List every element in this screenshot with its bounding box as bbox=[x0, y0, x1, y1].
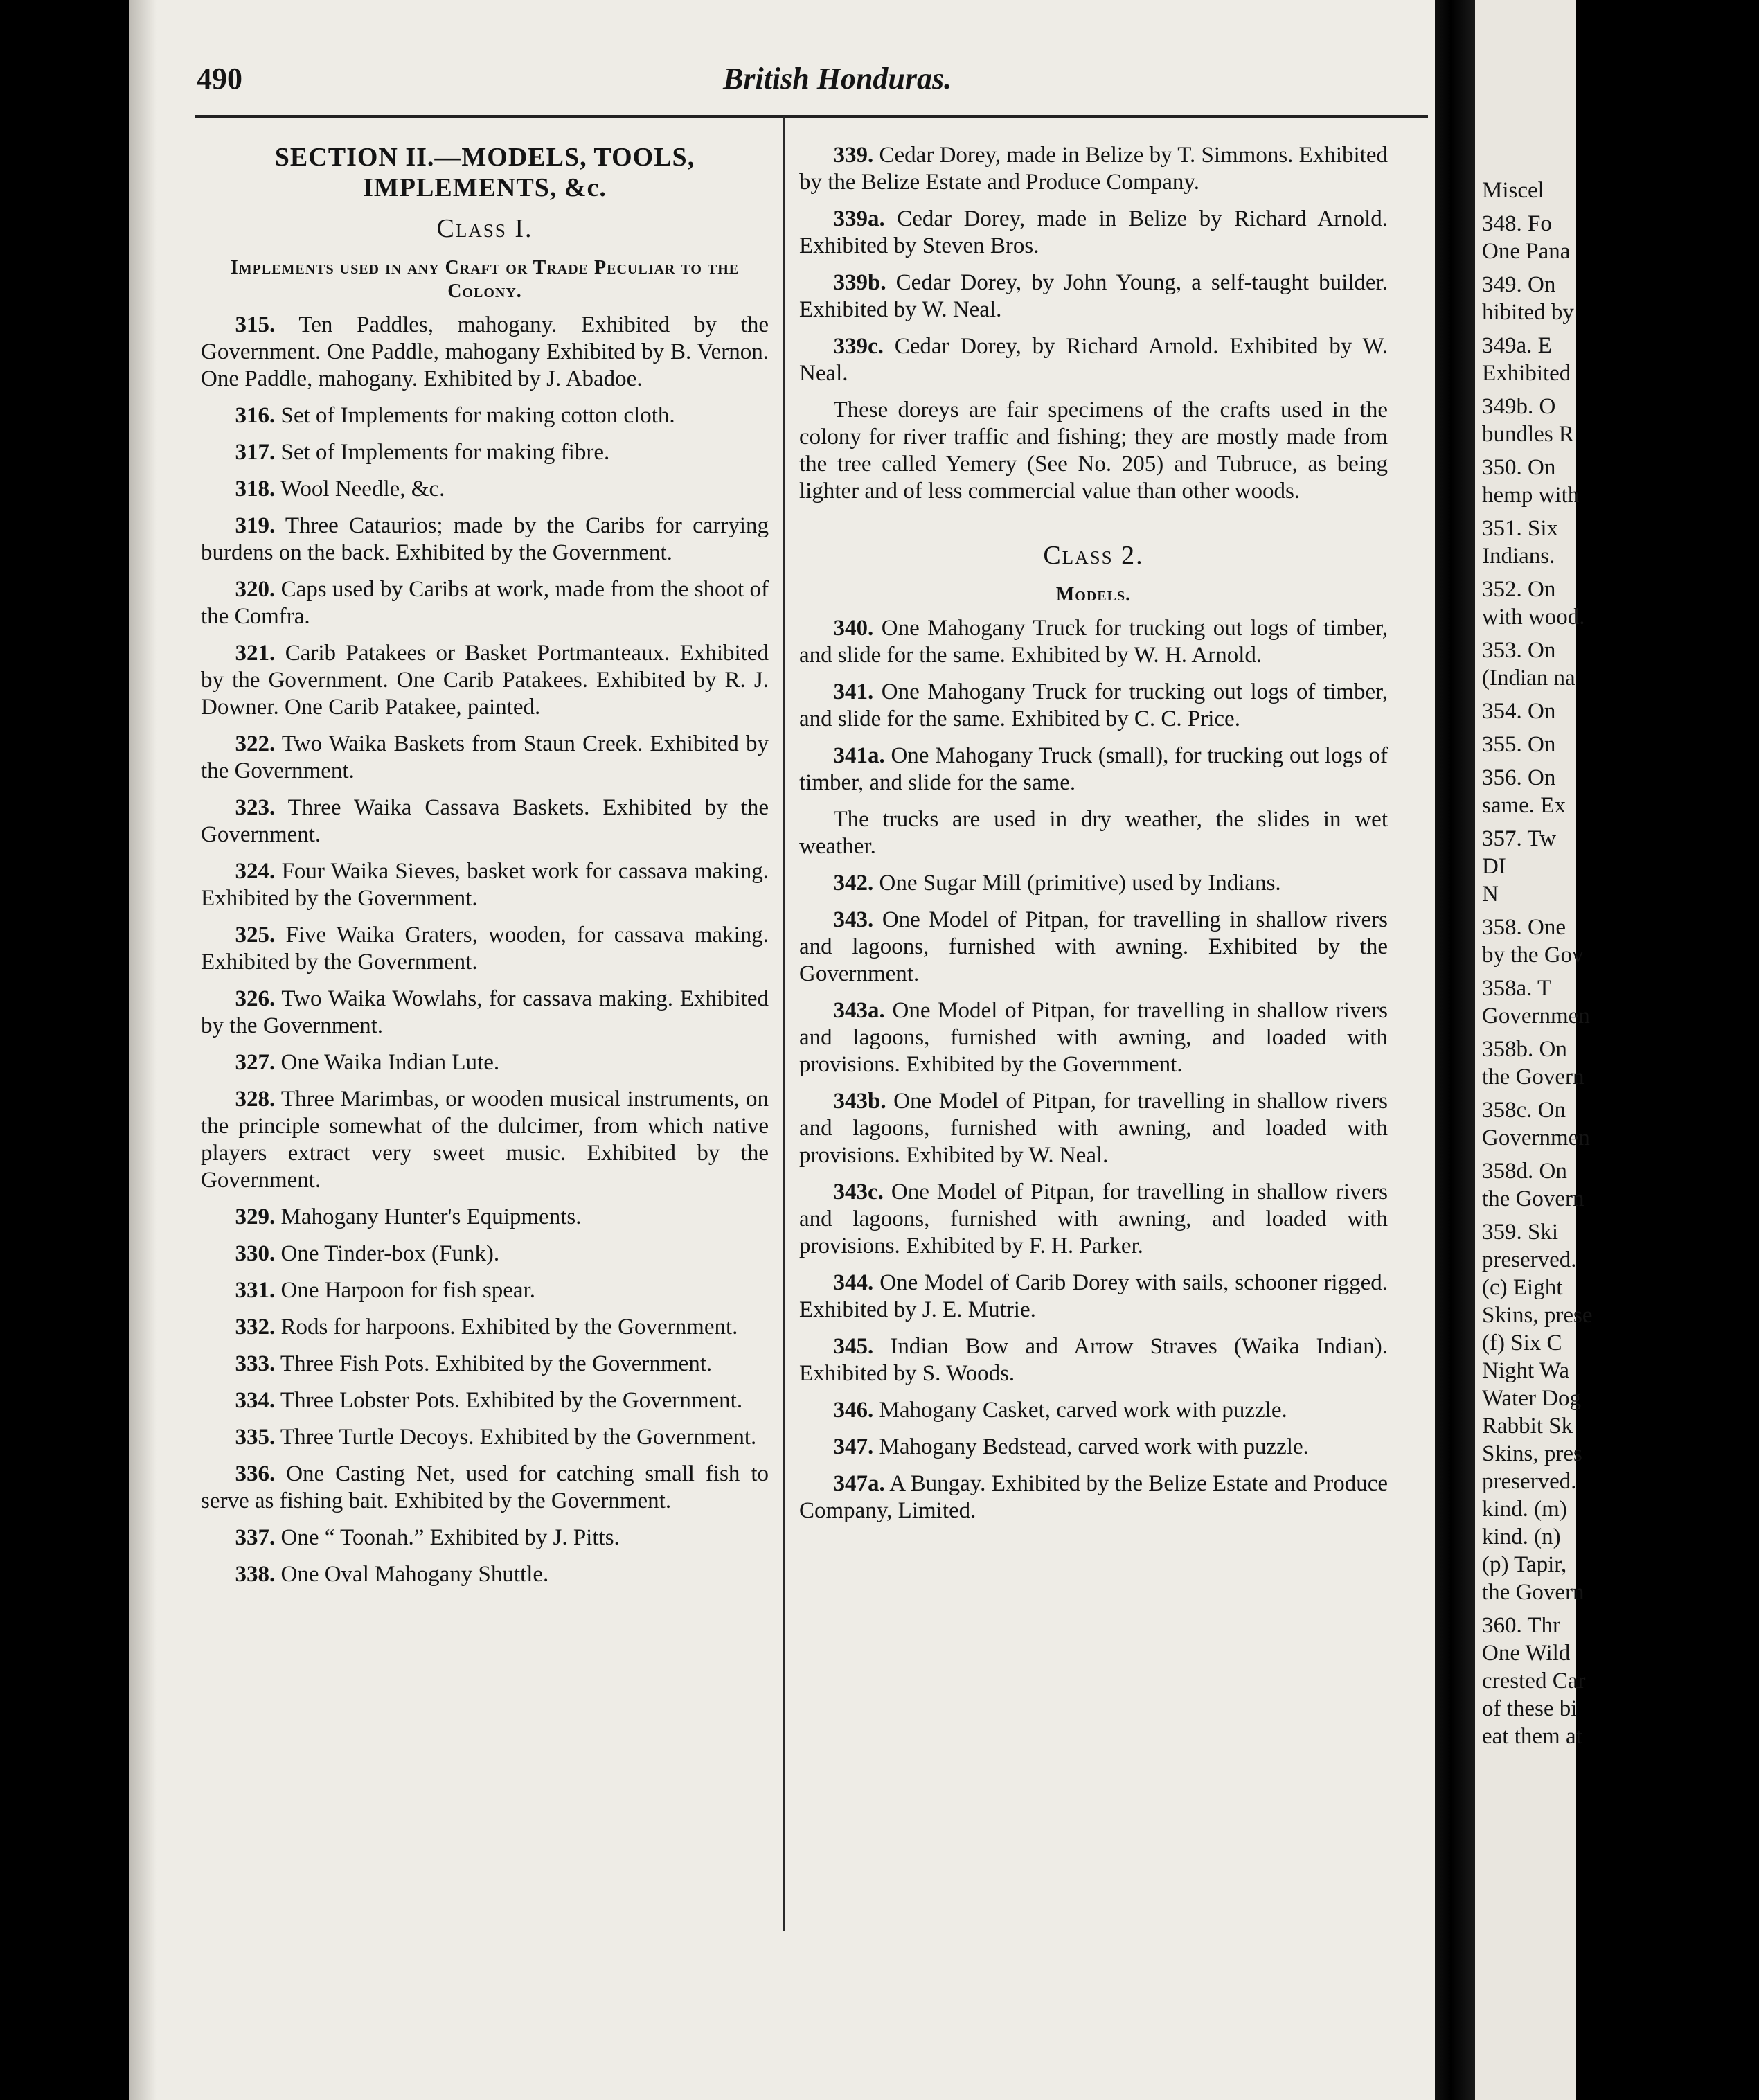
entry-number: 335. bbox=[235, 1425, 276, 1450]
facing-page-fragment: with wood. bbox=[1482, 605, 1585, 630]
entry-number: 342. bbox=[833, 871, 874, 896]
entry-text: Three Fish Pots. Exhibited by the Government. bbox=[280, 1351, 713, 1376]
entry-text: One Model of Pitpan, for travelling in shallow rivers and lagoons, furnished with awning, and loaded with provisions. Exhibited by W. Neal. bbox=[799, 1089, 1388, 1168]
facing-page-fragment: (Indian na bbox=[1482, 666, 1575, 691]
entry-text: Indian Bow and Arrow Straves (Waika Indian). Exhibited by S. Woods. bbox=[799, 1334, 1388, 1386]
entry-text: Wool Needle, &c. bbox=[280, 477, 445, 501]
entry-text: Caps used by Caribs at work, made from the shoot of the Comfra. bbox=[201, 577, 769, 629]
list-item bbox=[201, 1277, 769, 1304]
list-item bbox=[201, 1240, 769, 1267]
entry-number: 343a. bbox=[833, 998, 885, 1023]
list-item bbox=[201, 858, 769, 912]
entry-number: 315. bbox=[235, 312, 276, 337]
list-item bbox=[201, 1049, 769, 1076]
entry-list bbox=[201, 312, 769, 1588]
entry-text: Three Cataurios; made by the Caribs for carrying burdens on the back. Exhibited by the Government. bbox=[201, 513, 769, 565]
facing-page-fragment: Skins, pres bbox=[1482, 1441, 1582, 1466]
entry-number: 326. bbox=[235, 986, 276, 1011]
entry-number: 344. bbox=[833, 1270, 874, 1295]
facing-page-fragment: 350. On bbox=[1482, 455, 1556, 480]
class-subtitle: Implements used in any Craft or Trade Peculiar to the Colony. bbox=[230, 257, 740, 302]
entry-text: Three Turtle Decoys. Exhibited by the Government. bbox=[280, 1425, 757, 1450]
list-item bbox=[201, 640, 769, 721]
entry-number: 345. bbox=[833, 1334, 874, 1359]
entry-text: One Waika Indian Lute. bbox=[280, 1050, 500, 1075]
facing-page-fragment: the Govern bbox=[1482, 1186, 1584, 1211]
list-item bbox=[799, 1333, 1388, 1387]
list-item bbox=[201, 1461, 769, 1515]
entry-number: 328. bbox=[235, 1087, 276, 1112]
entry-number: 346. bbox=[833, 1398, 874, 1423]
entry-text: Mahogany Casket, carved work with puzzle. bbox=[879, 1398, 1287, 1423]
facing-page-fragment: Rabbit Sk bbox=[1482, 1414, 1573, 1439]
entry-number: 343. bbox=[833, 907, 874, 932]
list-item bbox=[799, 742, 1388, 797]
list-item bbox=[799, 907, 1388, 988]
entry-number: 339b. bbox=[833, 270, 886, 295]
facing-page-fragment: of these bi bbox=[1482, 1696, 1578, 1721]
list-item bbox=[201, 1424, 769, 1451]
header-rule bbox=[195, 115, 1428, 118]
facing-page-fragment: Governmen bbox=[1482, 1125, 1590, 1150]
facing-page-fragment: kind. (m) bbox=[1482, 1497, 1567, 1522]
list-item bbox=[201, 1524, 769, 1551]
class-subtitle: Models. bbox=[1055, 584, 1132, 605]
facing-page-fragment: 355. On bbox=[1482, 732, 1556, 757]
entry-number: 343b. bbox=[833, 1089, 886, 1114]
entry-number: 333. bbox=[235, 1351, 276, 1376]
entry-text: One Model of Pitpan, for travelling in shallow rivers and lagoons, furnished with awning, and loaded with provisions. Exhibited by F. H. Parker. bbox=[799, 1180, 1388, 1258]
list-item bbox=[799, 1397, 1388, 1424]
column-divider bbox=[783, 116, 785, 1931]
facing-page-fragment: Skins, prese bbox=[1482, 1303, 1593, 1328]
facing-page-fragment: the Govern bbox=[1482, 1580, 1584, 1605]
entry-text: One Tinder-box (Funk). bbox=[280, 1241, 500, 1266]
list-item bbox=[799, 269, 1388, 323]
facing-page-fragment: 358b. On bbox=[1482, 1037, 1567, 1062]
entry-text: Cedar Dorey, by Richard Arnold. Exhibited by W. Neal. bbox=[799, 334, 1388, 386]
list-item bbox=[201, 439, 769, 466]
list-item bbox=[201, 986, 769, 1040]
note: The trucks are used in dry weather, the slides in wet weather. bbox=[799, 807, 1388, 859]
entry-text: One Sugar Mill (primitive) used by Indians. bbox=[879, 871, 1281, 896]
page-header bbox=[197, 61, 1429, 103]
list-item bbox=[201, 513, 769, 567]
entry-text: One “ Toonah.” Exhibited by J. Pitts. bbox=[280, 1525, 620, 1550]
list-item bbox=[799, 333, 1388, 387]
entry-number: 323. bbox=[235, 795, 276, 820]
facing-page-fragment: 352. On bbox=[1482, 577, 1556, 602]
list-item bbox=[799, 615, 1388, 669]
facing-page-fragment: same. Ex bbox=[1482, 793, 1566, 818]
facing-page-fragment: 358a. T bbox=[1482, 976, 1552, 1001]
spine-shadow bbox=[129, 0, 157, 2100]
facing-page-fragment: (c) Eight bbox=[1482, 1275, 1563, 1300]
entry-text: Set of Implements for making fibre. bbox=[280, 440, 610, 465]
entry-text: One Model of Pitpan, for travelling in shallow rivers and lagoons, furnished with awning. Exhibited by the Government. bbox=[799, 907, 1388, 986]
entry-number: 316. bbox=[235, 403, 276, 428]
entry-number: 337. bbox=[235, 1525, 276, 1550]
facing-page-fragment: hemp with bbox=[1482, 483, 1580, 508]
entry-number: 334. bbox=[235, 1388, 276, 1413]
entry-text: Cedar Dorey, made in Belize by T. Simmons. Exhibited by the Belize Estate and Produce Company. bbox=[799, 143, 1388, 195]
entry-text: Two Waika Baskets from Staun Creek. Exhibited by the Government. bbox=[201, 731, 769, 783]
section-title: SECTION II.—MODELS, TOOLS, IMPLEMENTS, &c. bbox=[274, 143, 695, 202]
facing-page-fragment: 356. On bbox=[1482, 765, 1556, 790]
facing-page-fragment: 349. On bbox=[1482, 272, 1556, 297]
list-item bbox=[799, 1270, 1388, 1324]
facing-page-fragment: 358c. On bbox=[1482, 1098, 1566, 1123]
facing-page-fragment: 353. On bbox=[1482, 638, 1556, 663]
list-item bbox=[799, 1434, 1388, 1461]
list-item bbox=[201, 1561, 769, 1588]
facing-page-fragment: Indians. bbox=[1482, 544, 1555, 569]
entry-text: Carib Patakees or Basket Portmanteaux. Exhibited by the Government. One Carib Patakees. Exhibited by R. J. Downer. One Carib Patakee, painted. bbox=[201, 641, 769, 720]
facing-page-fragment: hibited by bbox=[1482, 300, 1574, 325]
entry-text: Cedar Dorey, made in Belize by Richard Arnold. Exhibited by Steven Bros. bbox=[799, 206, 1389, 258]
entry-text: Five Waika Graters, wooden, for cassava making. Exhibited by the Government. bbox=[201, 923, 769, 975]
entry-list bbox=[799, 142, 1388, 387]
list-item bbox=[799, 1179, 1388, 1260]
list-item bbox=[201, 576, 769, 630]
entry-number: 339a. bbox=[833, 206, 885, 231]
entry-number: 327. bbox=[235, 1050, 276, 1075]
book-gutter bbox=[1435, 0, 1475, 2100]
facing-page-fragment: 358. One bbox=[1482, 915, 1566, 940]
entry-number: 339c. bbox=[833, 334, 884, 359]
entry-number: 319. bbox=[235, 513, 276, 538]
list-item bbox=[201, 476, 769, 503]
facing-page-fragment: the Govern bbox=[1482, 1065, 1584, 1089]
list-item bbox=[799, 142, 1388, 196]
class-title: Class I. bbox=[436, 214, 533, 243]
list-item bbox=[799, 1470, 1388, 1524]
entry-number: 324. bbox=[235, 859, 276, 884]
list-item bbox=[799, 870, 1388, 897]
facing-page-fragment: DI bbox=[1482, 854, 1506, 879]
list-item bbox=[799, 997, 1388, 1078]
entry-number: 332. bbox=[235, 1315, 276, 1340]
entry-text: Two Waika Wowlahs, for cassava making. Exhibited by the Government. bbox=[201, 986, 769, 1038]
facing-page-fragment: (p) Tapir, bbox=[1482, 1552, 1567, 1577]
right-column bbox=[799, 142, 1388, 1534]
facing-page-fragment: bundles R bbox=[1482, 422, 1574, 447]
entry-number: 320. bbox=[235, 577, 276, 602]
entry-number: 343c. bbox=[833, 1180, 884, 1204]
facing-page-fragment: 349b. O bbox=[1482, 394, 1556, 419]
entry-text: One Harpoon for fish spear. bbox=[280, 1278, 535, 1303]
facing-page-fragment: 354. On bbox=[1482, 699, 1556, 724]
entry-number: 317. bbox=[235, 440, 276, 465]
entry-text: One Model of Carib Dorey with sails, schooner rigged. Exhibited by J. E. Mutrie. bbox=[799, 1270, 1388, 1322]
entry-text: Set of Implements for making cotton cloth. bbox=[280, 403, 675, 428]
list-item bbox=[201, 1204, 769, 1231]
facing-page-fragment: kind. (n) bbox=[1482, 1524, 1561, 1549]
entry-number: 329. bbox=[235, 1204, 276, 1229]
entry-number: 331. bbox=[235, 1278, 276, 1303]
facing-page-fragment: 359. Ski bbox=[1482, 1220, 1559, 1245]
entry-text: One Oval Mahogany Shuttle. bbox=[280, 1562, 549, 1587]
facing-page-fragment: 348. Fo bbox=[1482, 211, 1552, 236]
list-item bbox=[201, 1351, 769, 1378]
entry-number: 341a. bbox=[833, 743, 885, 768]
facing-page-fragment: crested Car bbox=[1482, 1669, 1586, 1693]
entry-number: 336. bbox=[235, 1461, 276, 1486]
facing-page-fragment: N bbox=[1482, 882, 1499, 907]
entry-text: Three Waika Cassava Baskets. Exhibited by the Government. bbox=[201, 795, 769, 847]
entry-number: 340. bbox=[833, 616, 874, 641]
facing-page-fragment: Miscel bbox=[1482, 178, 1544, 203]
left-column bbox=[201, 142, 769, 1598]
entry-text: Rods for harpoons. Exhibited by the Government. bbox=[280, 1315, 738, 1340]
entry-number: 341. bbox=[833, 679, 874, 704]
entry-text: Three Marimbas, or wooden musical instruments, on the principle somewhat of the dulcimer, from which native players extract very sweet music. Exhibited by the Government. bbox=[201, 1087, 769, 1193]
entry-number: 321. bbox=[235, 641, 276, 666]
facing-page-fragment: preserved. bbox=[1482, 1247, 1577, 1272]
facing-page-fragment: 351. Six bbox=[1482, 516, 1559, 541]
entry-text: One Mahogany Truck (small), for trucking out logs of timber, and slide for the same. bbox=[799, 743, 1389, 795]
entry-number: 347a. bbox=[833, 1471, 885, 1496]
facing-page-fragment: Exhibited bbox=[1482, 361, 1571, 386]
facing-page-fragment: 357. Tw bbox=[1482, 826, 1557, 851]
facing-page-text bbox=[1482, 177, 1759, 1750]
facing-page bbox=[1475, 0, 1593, 2100]
entry-text: One Casting Net, used for catching small fish to serve as fishing bait. Exhibited by the Government. bbox=[201, 1461, 769, 1513]
facing-page-fragment: One Wild bbox=[1482, 1641, 1571, 1666]
entry-list bbox=[799, 615, 1388, 797]
note: These doreys are fair specimens of the crafts used in the colony for river traffic and fishing; they are mostly made from the tree called Yemery (See No. 205) and Tubruce, as being lighter and of less commercial value than other woods. bbox=[799, 398, 1388, 504]
facing-page-fragment: Night Wa bbox=[1482, 1358, 1569, 1383]
list-item bbox=[201, 312, 769, 393]
facing-page-fragment: 358d. On bbox=[1482, 1159, 1567, 1184]
list-item bbox=[799, 206, 1388, 260]
entry-number: 330. bbox=[235, 1241, 276, 1266]
entry-number: 347. bbox=[833, 1434, 874, 1459]
facing-page-fragment: by the Gov bbox=[1482, 943, 1584, 968]
entry-number: 318. bbox=[235, 477, 276, 501]
entry-text: One Mahogany Truck for trucking out logs of timber, and slide for the same. Exhibited by C. C. Price. bbox=[799, 679, 1389, 731]
entry-number: 339. bbox=[833, 143, 874, 168]
entry-text: Mahogany Hunter's Equipments. bbox=[280, 1204, 582, 1229]
list-item bbox=[799, 679, 1388, 733]
entry-number: 325. bbox=[235, 923, 276, 947]
entry-text: A Bungay. Exhibited by the Belize Estate and Produce Company, Limited. bbox=[799, 1471, 1388, 1523]
page-number: 490 bbox=[197, 62, 242, 96]
entry-text: Three Lobster Pots. Exhibited by the Government. bbox=[280, 1388, 743, 1413]
facing-page-fragment: 360. Thr bbox=[1482, 1613, 1561, 1638]
entry-list bbox=[799, 870, 1388, 1524]
entry-text: One Mahogany Truck for trucking out logs of timber, and slide for the same. Exhibited by W. H. Arnold. bbox=[799, 616, 1389, 668]
list-item bbox=[201, 1086, 769, 1194]
class-title: Class 2. bbox=[1043, 541, 1144, 570]
facing-page-fragment: eat them at bbox=[1482, 1724, 1582, 1749]
facing-page-fragment: Water Dog bbox=[1482, 1386, 1582, 1411]
list-item bbox=[799, 1088, 1388, 1169]
entry-text: One Model of Pitpan, for travelling in shallow rivers and lagoons, furnished with awning, and loaded with provisions. Exhibited by the Government. bbox=[799, 998, 1388, 1077]
list-item bbox=[201, 922, 769, 976]
entry-text: Ten Paddles, mahogany. Exhibited by the Government. One Paddle, mahogany Exhibited by B. Vernon. One Paddle, mahogany. Exhibited by J. Abadoe. bbox=[201, 312, 769, 391]
facing-page-fragment: (f) Six C bbox=[1482, 1331, 1562, 1355]
list-item bbox=[201, 1314, 769, 1341]
entry-text: Four Waika Sieves, basket work for cassava making. Exhibited by the Government. bbox=[201, 859, 769, 911]
book-page bbox=[129, 0, 1435, 2100]
facing-page-fragment: preserved. bbox=[1482, 1469, 1577, 1494]
list-item bbox=[201, 731, 769, 785]
facing-page-fragment: 349a. E bbox=[1482, 333, 1552, 358]
list-item bbox=[201, 402, 769, 429]
facing-page-fragment: Governmen bbox=[1482, 1004, 1590, 1029]
entry-text: Mahogany Bedstead, carved work with puzzle. bbox=[879, 1434, 1309, 1459]
facing-page-fragment: One Pana bbox=[1482, 239, 1571, 264]
list-item bbox=[201, 794, 769, 848]
entry-number: 322. bbox=[235, 731, 276, 756]
running-title: British Honduras. bbox=[723, 62, 952, 96]
entry-number: 338. bbox=[235, 1562, 276, 1587]
list-item bbox=[201, 1387, 769, 1414]
entry-text: Cedar Dorey, by John Young, a self-taught builder. Exhibited by W. Neal. bbox=[799, 270, 1389, 322]
